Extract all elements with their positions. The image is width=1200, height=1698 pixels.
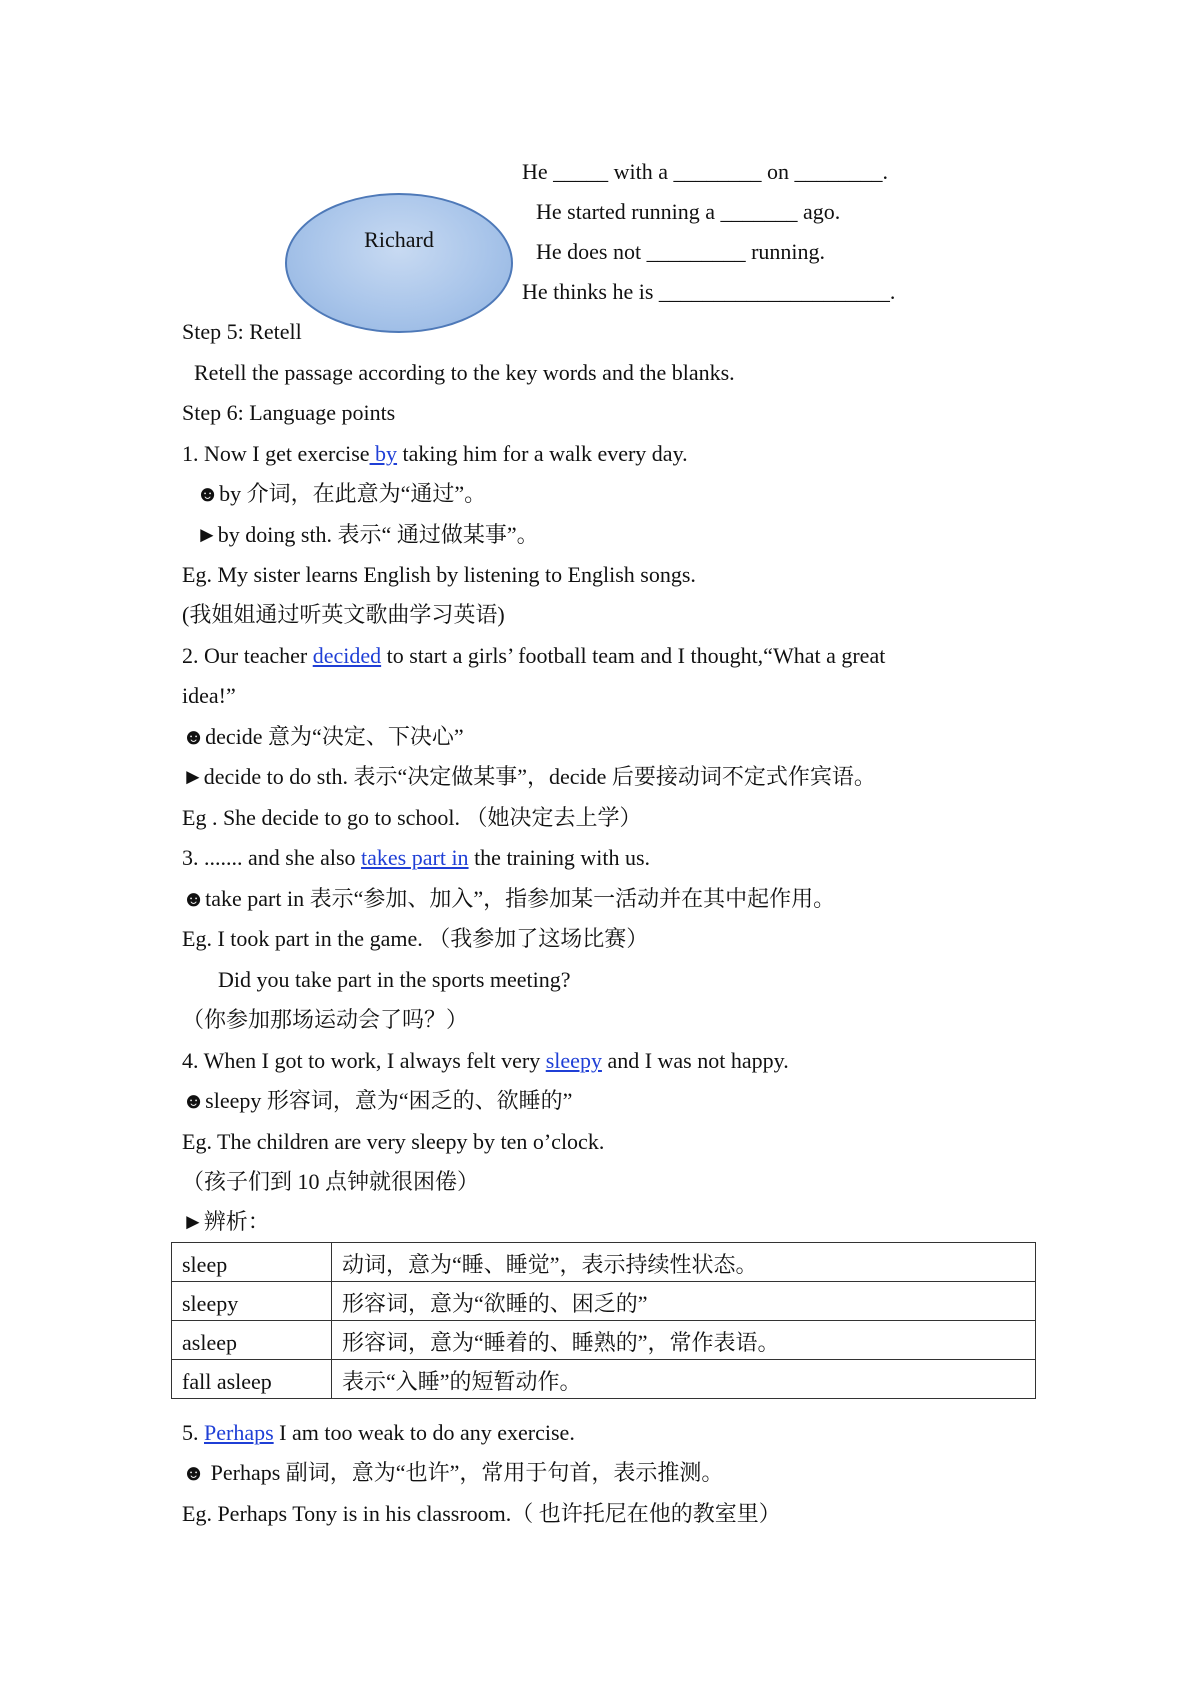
point1-post: taking him for a walk every day.: [397, 441, 688, 466]
richard-oval: [285, 193, 513, 333]
point1-note1: ☻by 介词，在此意为“通过”。: [196, 481, 487, 506]
table-row: [172, 1243, 1036, 1282]
compare-label: ►辨析：: [182, 1209, 270, 1234]
table-row: [172, 1282, 1036, 1321]
table-row: [172, 1321, 1036, 1360]
table-cell-desc: 形容词，意为“睡着的、睡熟的”，常作表语。: [332, 1321, 1036, 1360]
oval-label: Richard: [364, 227, 434, 252]
point5-sentence: [182, 1418, 575, 1448]
step5-instruction: Retell the passage according to the key words and the blanks.: [194, 360, 735, 385]
point4-eg-cn: （孩子们到 10 点钟就很困倦）: [182, 1169, 480, 1194]
point4-sentence: [182, 1046, 789, 1076]
point2-post: to start a girls’ football team and I thought,“What a great: [381, 643, 886, 668]
point3-post: the training with us.: [468, 845, 651, 870]
point1-pre: 1. Now I get exercise: [182, 441, 370, 466]
point4-pre: 4. When I got to work, I always felt very: [182, 1048, 546, 1073]
point3-eg2-cn: （你参加那场运动会了吗？）: [182, 1007, 469, 1032]
point4-note1: ☻sleepy 形容词，意为“困乏的、欲睡的”: [182, 1088, 573, 1113]
table-cell-desc: 形容词，意为“欲睡的、困乏的”: [332, 1282, 1036, 1321]
step5-heading: Step 5: Retell: [182, 319, 302, 344]
diagram-line-3: He does not _________ running.: [536, 239, 826, 264]
point1-note2: ►by doing sth. 表示“ 通过做某事”。: [196, 522, 539, 547]
point5-post: I am too weak to do any exercise.: [273, 1420, 575, 1445]
point1-eg: Eg. My sister learns English by listening to English songs.: [182, 562, 696, 587]
point3-eg: Eg. I took part in the game. （我参加了这场比赛）: [182, 926, 649, 951]
table-cell-word: asleep: [172, 1321, 332, 1360]
point3-pre: 3. ....... and she also: [182, 845, 362, 870]
point4-post: and I was not happy.: [601, 1048, 789, 1073]
point5-note1: ☻ Perhaps 副词，意为“也许”，常用于句首，表示推测。: [182, 1460, 724, 1485]
point5-pre: 5.: [182, 1420, 204, 1445]
point2-eg: Eg . She decide to go to school. （她决定去上学）: [182, 805, 642, 830]
table-cell-word: sleep: [172, 1243, 332, 1282]
point1-eg-cn: (我姐姐通过听英文歌曲学习英语): [182, 602, 505, 627]
point3-eg2: Did you take part in the sports meeting?: [218, 967, 571, 992]
point1-sentence: [182, 439, 688, 469]
point1-key: by: [369, 441, 398, 466]
point4-eg: Eg. The children are very sleepy by ten o’clock.: [182, 1129, 605, 1154]
diagram-line-2: He started running a _______ ago.: [536, 199, 841, 224]
table-cell-word: sleepy: [172, 1282, 332, 1321]
point5-key: Perhaps: [204, 1420, 274, 1445]
point4-key: sleepy: [545, 1048, 602, 1073]
compare-table: [171, 1242, 1036, 1399]
point3-key: takes part in: [361, 845, 469, 870]
point3-note1: ☻take part in 表示“参加、加入”，指参加某一活动并在其中起作用。: [182, 886, 836, 911]
step6-heading: Step 6: Language points: [182, 400, 396, 425]
table-cell-desc: 动词，意为“睡、睡觉”，表示持续性状态。: [332, 1243, 1036, 1282]
point2-note1: ☻decide 意为“决定、下决心”: [182, 724, 464, 749]
table-row: [172, 1360, 1036, 1399]
table-cell-desc: 表示“入睡”的短暂动作。: [332, 1360, 1036, 1399]
point5-eg: Eg. Perhaps Tony is in his classroom.（ 也许托尼在他的教室里）: [182, 1501, 781, 1526]
point2-pre: 2. Our teacher: [182, 643, 313, 668]
point2-sentence: [182, 641, 1024, 671]
table-cell-word: fall asleep: [172, 1360, 332, 1399]
diagram-line-1: He _____ with a ________ on ________.: [522, 159, 889, 184]
point2-cont: idea!”: [182, 683, 236, 708]
point3-sentence: [182, 843, 650, 873]
diagram-line-4: He thinks he is _____________________.: [522, 279, 896, 304]
point2-note2: ►decide to do sth. 表示“决定做某事”，decide 后要接动词不定式作宾语。: [182, 764, 876, 789]
point2-key: decided: [312, 643, 382, 668]
